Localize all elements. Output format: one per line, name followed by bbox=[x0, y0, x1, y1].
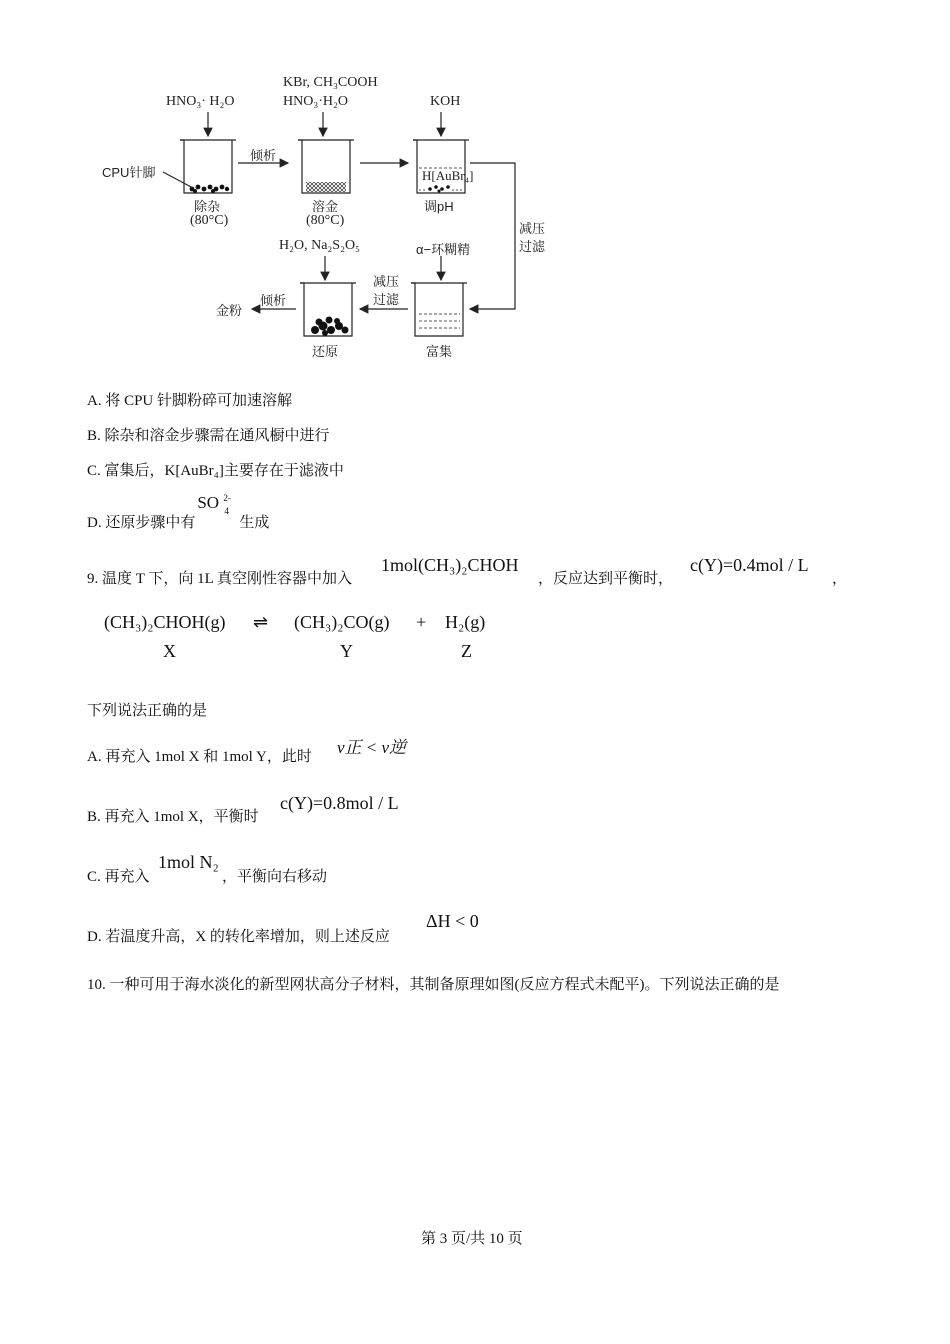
q9-option-b-text: B. 再充入 1mol X，平衡时 bbox=[87, 809, 259, 825]
cpu-pin-label: CPU针脚 bbox=[102, 165, 156, 180]
q8-option-d-post: 生成 bbox=[239, 515, 270, 531]
reagent-sodium-metabisulfite: H₂O, Na₂S₂O₅ bbox=[279, 238, 360, 253]
beaker3-content: H[AuBr₄] bbox=[422, 168, 474, 183]
reagent-nitric-water: HNO₃·H₂O bbox=[283, 94, 348, 109]
eq-product-acetone: (CH₃)₂CO(g) bbox=[294, 612, 390, 632]
q9-option-c-post: ，平衡向右移动 bbox=[222, 869, 328, 885]
filter-mid-label-1: 减压 bbox=[373, 274, 400, 289]
beaker4-label: 还原 bbox=[312, 344, 339, 359]
q9-option-d-math: ΔH < 0 bbox=[426, 911, 479, 931]
q9-option-a-math: v正 < v逆 bbox=[337, 738, 407, 757]
beaker-enrichment bbox=[411, 283, 467, 336]
q10-stem: 10. 一种可用于海水淡化的新型网状高分子材料，其制备原理如图(反应方程式未配平)。下列说法正确的是 bbox=[87, 977, 780, 993]
process-flow-diagram bbox=[0, 0, 950, 370]
beaker2-temp: (80°C) bbox=[306, 213, 345, 228]
q9-stem-post: ， bbox=[832, 571, 848, 587]
q9-stem-condition: c(Y)=0.4mol / L bbox=[690, 555, 809, 575]
eq-arrow: ⇌ bbox=[253, 612, 269, 632]
q8-option-d-pre: D. 还原步骤中有 bbox=[87, 515, 196, 531]
reagent-nitric-acid: HNO₃· H₂O bbox=[166, 94, 235, 109]
q9-option-b-math: c(Y)=0.8mol / L bbox=[280, 793, 399, 813]
decant-label-2: 倾析 bbox=[260, 293, 287, 308]
beaker-ph-adjust bbox=[413, 140, 469, 193]
label-x: X bbox=[163, 641, 176, 661]
cpu-pointer-line bbox=[163, 172, 193, 188]
q8-option-d bbox=[87, 493, 270, 532]
beaker3-label: 调pH bbox=[424, 199, 454, 214]
beaker5-label: 富集 bbox=[426, 344, 453, 359]
q8-option-c: C. 富集后，K[AuBr₄]主要存在于滤液中 bbox=[87, 463, 344, 479]
q9-option-c-text: C. 再充入 bbox=[87, 869, 150, 885]
beaker2-label: 溶金 bbox=[312, 199, 339, 214]
q9-question: 下列说法正确的是 bbox=[87, 703, 208, 719]
filter-mid-label-2: 过滤 bbox=[373, 292, 400, 307]
q9-option-c-math: 1mol N₂ bbox=[158, 852, 219, 872]
q8-option-a: A. 将 CPU 针脚粉碎可加速溶解 bbox=[87, 393, 293, 409]
arrow-filtration-right bbox=[470, 163, 515, 309]
decant-label-1: 倾析 bbox=[250, 148, 277, 163]
gold-powder-label: 金粉 bbox=[216, 303, 243, 318]
q9-stem-formula: 1mol(CH₃)₂CHOH bbox=[381, 555, 519, 575]
eq-plus: + bbox=[416, 612, 427, 632]
sulfate-symbol: SO bbox=[197, 493, 220, 512]
reagent-cyclodextrin: α−环糊精 bbox=[416, 242, 471, 257]
reagent-koh: KOH bbox=[430, 94, 461, 109]
reagent-kbr: KBr, CH₃COOH bbox=[283, 75, 378, 90]
beaker1-temp: (80°C) bbox=[190, 213, 229, 228]
label-z: Z bbox=[461, 641, 472, 661]
sulfate-charge: 2- bbox=[223, 493, 231, 503]
q9-option-d-text: D. 若温度升高，X 的转化率增加，则上述反应 bbox=[87, 929, 390, 945]
q9-option-a-text: A. 再充入 1mol X 和 1mol Y，此时 bbox=[87, 749, 312, 765]
beaker1-label: 除杂 bbox=[194, 199, 221, 214]
eq-reactant: (CH₃)₂CHOH(g) bbox=[104, 612, 226, 632]
beaker-gold-dissolution bbox=[298, 140, 354, 193]
q8-option-b: B. 除杂和溶金步骤需在通风橱中进行 bbox=[87, 428, 330, 444]
eq-product-hydrogen: H₂(g) bbox=[445, 612, 486, 632]
label-y: Y bbox=[340, 641, 353, 661]
beaker-reduction bbox=[300, 283, 356, 336]
filter-right-label-2: 过滤 bbox=[519, 239, 546, 254]
sulfate-formula bbox=[195, 493, 239, 527]
q9-stem-pre: 9. 温度 T 下，向 1L 真空刚性容器中加入 bbox=[87, 571, 352, 587]
sulfate-subscript: 4 bbox=[224, 506, 229, 516]
q9-stem-mid: ，反应达到平衡时， bbox=[538, 571, 674, 587]
page-number: 第 3 页/共 10 页 bbox=[421, 1231, 523, 1247]
filter-right-label-1: 减压 bbox=[519, 221, 546, 236]
